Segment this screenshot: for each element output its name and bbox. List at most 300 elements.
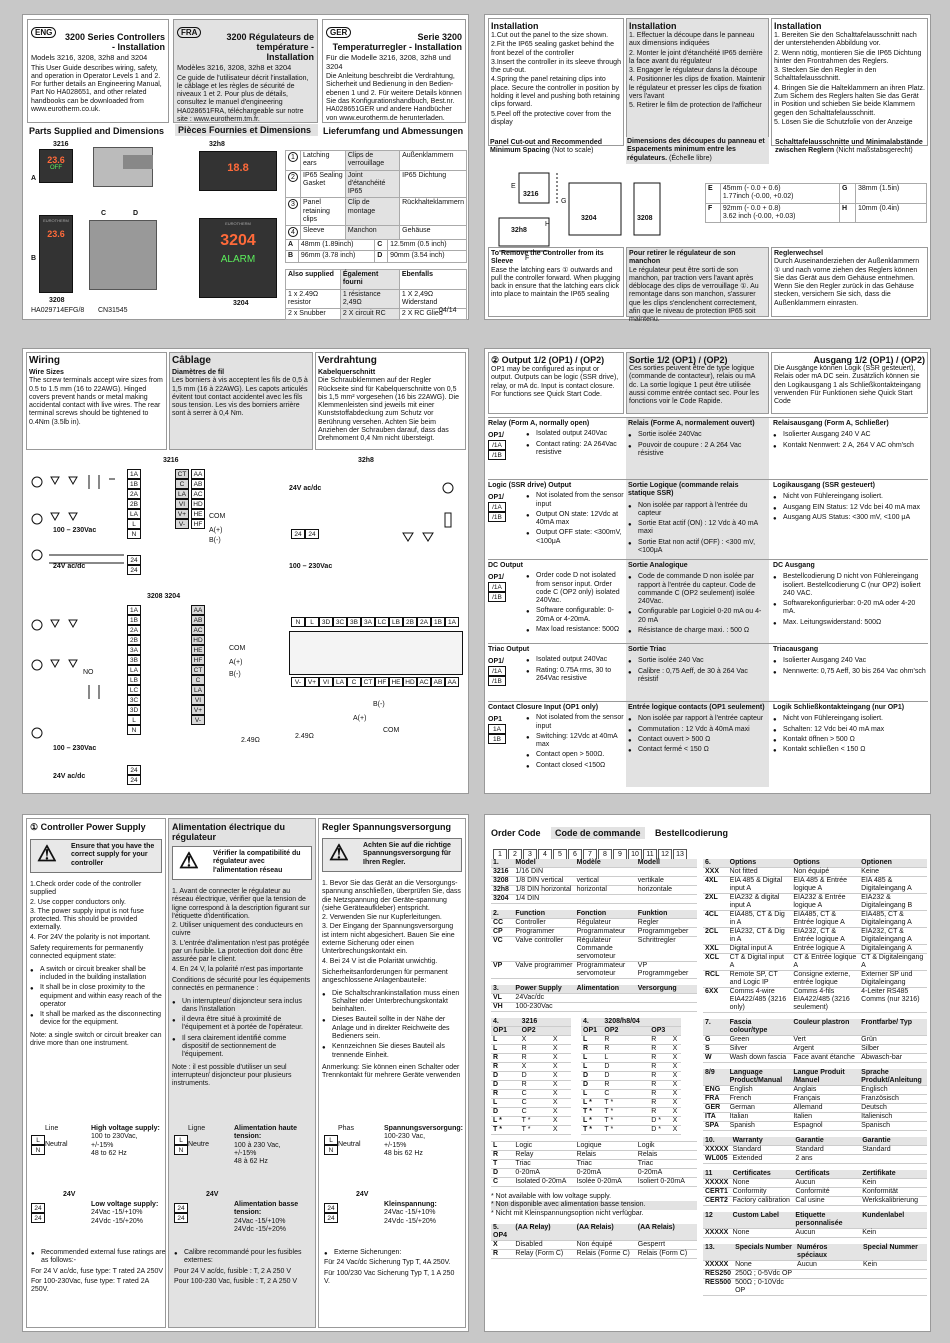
terminal: 3A [127, 645, 141, 655]
h8-label-res: 2.49Ω [295, 733, 314, 740]
order-cell: 6XX [703, 988, 728, 1013]
output-section-ger-bullets [773, 715, 928, 754]
order-cell: Programmer [513, 928, 574, 937]
cutout-ger-title-text: Schalttafelausschnitte und Minimalabstände zwischen Reglern [775, 139, 923, 155]
order-code-right-column [703, 859, 927, 1302]
order-table-warranty-row [703, 1146, 927, 1155]
order-table-output-types-row [491, 1151, 697, 1160]
output-section-fra-title: Sortie Triac [628, 646, 667, 653]
order-cell: Relais [636, 1151, 697, 1160]
terminal: LA [175, 489, 189, 499]
order-notes [491, 1193, 697, 1218]
terminal: 24 [291, 529, 305, 539]
hv-wires [324, 1125, 384, 1155]
remove-fra [626, 247, 769, 324]
order-code-box: 7 [583, 849, 597, 860]
order-table-outputs-3208-head [581, 1018, 681, 1027]
part-number: 2 [288, 172, 298, 182]
order-cell: EIA 485 & Entrée logique A [791, 877, 859, 894]
terminal: LB [389, 617, 403, 627]
terminal: 1B [127, 615, 141, 625]
power-bullet: ● il devra être situé à proximité de l'équipement et à portée de l'opérateur. [172, 1016, 312, 1033]
installation-step: 1. Bereiten Sie den Schalttafelausschnitt nach der unterstehenden Abbildung vor. [774, 32, 917, 48]
product-3216-front [39, 149, 73, 183]
supply-label-3216-hv: 100 – 230Vac [53, 527, 97, 534]
order-subhead-cell [671, 1027, 681, 1036]
power-eng-steps [30, 881, 162, 942]
wiring-3208-symbols [29, 605, 124, 745]
bullet: ● Nennwerte: 0,75 Aeff, 30 bis 264 Vac ohm'sch [773, 668, 928, 676]
installation-step: 2.Fit the IP65 sealing gasket behind the front bezel of the controller [491, 41, 614, 57]
order-cell: D [491, 1072, 520, 1081]
order-cell: XXXXX [703, 1229, 731, 1238]
order-head-cell: Custom Label [731, 1212, 794, 1229]
order-cell: Gesperrt [636, 1240, 697, 1249]
relay-symbol-2-icon [89, 685, 99, 699]
order-cell: L [581, 1036, 602, 1045]
order-table-outputs-3208-row [581, 1108, 681, 1117]
installation-step: 4.Spring the panel retaining clips into place. Secure the controller in position by holding it level and pushing both retaining clips forward. [491, 76, 620, 109]
also-cell: 2 X circuit RC [340, 309, 399, 320]
also-cell: 1 résistance 2,49Ω [340, 289, 399, 309]
output-terminals [488, 494, 524, 522]
order-cell [860, 1155, 927, 1164]
outputs-eng-intro [488, 352, 624, 414]
order-cell: Allemand [791, 1104, 859, 1113]
power-step: 3. Der Eingang der Spannungsversorgung ist intern nicht abgesichert. Bauen Sie eine externe Sicherung oder einen Unterbrechungskontakt ein. [322, 923, 455, 956]
order-table-options-row [703, 911, 927, 928]
intro-fra-title: 3200 Régulateurs de température - Installation [226, 32, 314, 62]
order-cell [795, 1279, 861, 1296]
wiring-label-3216: 3216 [163, 457, 179, 464]
product-3216-sleeve [123, 155, 153, 169]
outputs-eng-heading: ② Output 1/2 (OP1) / (OP2) [491, 355, 605, 365]
triac-symbol-icon [51, 477, 77, 484]
order-cell: R [649, 1036, 670, 1045]
lv-spec [91, 1201, 169, 1226]
order-cell: Silver [728, 1045, 792, 1054]
bullet: ● Kontakt öffnen > 500 Ω [773, 736, 928, 744]
output-section-ger [773, 482, 928, 524]
order-cell: Non équipé [575, 1240, 636, 1249]
page-order-code [484, 814, 931, 1332]
order-cell: R [649, 1108, 670, 1117]
order-cell: German [728, 1104, 792, 1113]
terminal: /1A [488, 502, 506, 512]
order-table-options [703, 859, 927, 1013]
terminal: 2A [127, 625, 141, 635]
lv-spec-value: 24Vdc -15/+20% [234, 1225, 286, 1233]
order-table-outputs-3208-row [581, 1117, 681, 1126]
triac-symbol-4-icon [51, 660, 77, 667]
terminal-strip-32h8-top [291, 617, 459, 627]
order-cell: X [491, 1240, 513, 1249]
power-bullet: ● It shall be in close proximity to the equipment and within easy reach of the operator [30, 984, 162, 1009]
order-cell [636, 994, 697, 1003]
terminal: 24 [127, 565, 141, 575]
order-cell: T * [602, 1099, 649, 1108]
terminal: HE [389, 677, 403, 687]
cutout-value-mm: 92mm (- 0.0 + 0.8) [722, 204, 781, 212]
parts-table [285, 150, 467, 240]
installation-step: 5.Peel off the protective cover from the display [491, 110, 612, 126]
triac-symbol-2-icon [51, 513, 77, 520]
order-cell [565, 1072, 571, 1081]
installation-step: 1.Cut out the panel to the size shown. [491, 32, 609, 39]
order-table-op4-row [491, 1240, 697, 1249]
order-head-cell: 10. [703, 1137, 731, 1146]
bullet: ● Contact rating: 2A 264Vac resistive [526, 441, 624, 458]
parts-en: IP65 Sealing Gasket [301, 170, 346, 198]
order-cell: R [649, 1081, 670, 1090]
order-cell: RES250 [705, 1270, 732, 1277]
bullet: ● Commutation : 12 Vdc à 40mA maxi [628, 726, 767, 734]
order-table-options-row [703, 971, 927, 988]
bullet: ● Order code D not isolated from sensor input. Order code C (OP2 only) isolated 240Vac. [526, 572, 624, 605]
terminal: HF [375, 677, 389, 687]
order-head-cell: Funktion [636, 910, 697, 919]
lv-spec-title: Low voltage supply: [91, 1201, 159, 1208]
wiring-label-32h8: 32h8 [358, 457, 374, 464]
order-subhead-cell: OP3 [649, 1027, 670, 1036]
installation-eng-heading: Installation [491, 21, 539, 31]
order-cell [575, 1003, 636, 1012]
wiring-eng [26, 352, 167, 450]
order-code-box: 1 [493, 849, 507, 860]
callout-3-icon [32, 514, 42, 524]
output-section-eng-bullets [526, 430, 624, 457]
order-cell: Französisch [859, 1095, 927, 1104]
fuse-rating: Pour 100-230 Vac, fusible : T, 2 A 250 V [174, 1277, 298, 1285]
hv-spec-value: 48 bis 62 Hz [384, 1149, 423, 1157]
terminal: LA [191, 685, 205, 695]
page-wiring [22, 348, 469, 794]
outputs-eng-intro-text: OP1 may be configured as input or output. Outputs can be logic (SSR drive), relay, or mA dc. Input is contact closure. For functions see Quick Start Code. [491, 366, 619, 398]
output-section-eng [488, 420, 624, 459]
order-cell: Relais [575, 1151, 636, 1160]
order-table-function-row [491, 919, 697, 928]
product-32h8-front [199, 151, 277, 191]
order-table-language-head [703, 1069, 927, 1086]
terminal: AC [191, 625, 205, 635]
order-table-function-row [491, 962, 697, 979]
parts-en: Sleeve [301, 226, 346, 239]
order-cell: Standard [860, 1146, 927, 1155]
order-cell: XXL [703, 945, 728, 954]
cutout-eng-title-text: Panel Cut-out and Recommended Minimum Spacing [490, 139, 603, 155]
output-terminal-label: OP1/ [488, 574, 504, 581]
order-cell: Schrittregler [636, 937, 697, 962]
lv-terminals [324, 1203, 338, 1223]
terminal: L [305, 617, 319, 627]
output-section-fra [626, 644, 769, 701]
installation-step: 2. Monter le joint d'étanchéité IP65 derrière la face avant du régulateur [629, 49, 763, 65]
order-cell: Conformity [731, 1188, 794, 1197]
order-cell: X [671, 1081, 681, 1090]
output-section-fra-bullets [628, 431, 767, 458]
order-head-cell: 2. [491, 910, 513, 919]
order-cell: Cal usine [793, 1197, 860, 1206]
order-table-op4-head [491, 1224, 697, 1241]
intro-fra-models: Modèles 3216, 3208, 32h8 et 3204 [177, 63, 292, 72]
order-head-cell: Sprache Produkt/Anleitung [859, 1069, 927, 1086]
order-table-outputs-3208-row [581, 1036, 681, 1045]
power-ger-steps [322, 880, 462, 966]
order-head-cell: Etiquette personnalisée [793, 1212, 860, 1229]
order-cell: 2 ans [793, 1155, 860, 1164]
terminal: 24 [31, 1213, 45, 1223]
order-cell [795, 1270, 861, 1279]
order-cell: L [491, 1142, 513, 1151]
cutout-label-g: G [561, 198, 567, 205]
order-cell: 250Ω ; 0-5Vdc OP [733, 1270, 795, 1279]
order-cell: X [551, 1063, 565, 1072]
order-head-cell: 1. [491, 859, 513, 868]
power-eng-warning [30, 839, 162, 873]
output-section-fra-bullets [628, 715, 767, 754]
order-cell: Spanish [728, 1122, 792, 1131]
terminal: 1A [127, 469, 141, 479]
intro-ger-title-b: Temperaturregler - Installation [332, 42, 462, 52]
order-cell [861, 1270, 927, 1279]
terminal: LB [127, 675, 141, 685]
order-cell: CC [491, 919, 513, 928]
power-eng-warning-text: Ensure that you have the correct supply for your controller [71, 843, 155, 867]
power-ger-note: Anmerkung: Sie können einen Schalter oder Trennkontakt für mehrere Geräte verwenden [322, 1063, 461, 1080]
order-cell: SPA [703, 1122, 728, 1131]
order-cell: D [520, 1072, 551, 1081]
hv-neutral-label: Neutral [338, 1141, 361, 1149]
order-head-cell: Power Supply [513, 985, 574, 994]
terminal: 1A [488, 724, 506, 734]
order-table-specials-head [703, 1244, 927, 1261]
order-code-box: 11 [643, 849, 657, 860]
order-cell: D [581, 1072, 602, 1081]
terminal: AB [431, 677, 445, 687]
bullet: ● Schalten: 12 Vdc bei 40 mA max [773, 726, 928, 734]
order-table-options-row [703, 945, 927, 954]
order-table-outputs-3216-row [491, 1063, 571, 1072]
power-step: 1. Avant de connecter le régulateur au réseau électrique, vérifier que la tension de ligne correspond à la description figurant sur l'étiquette d'identification. [172, 888, 310, 920]
order-cell [565, 1054, 571, 1063]
terminal: /1B [488, 450, 506, 460]
also-head-cell: Also supplied [286, 270, 341, 290]
order-cell [565, 1063, 571, 1072]
order-cell: VH [491, 1003, 513, 1012]
order-head-cell: Versorgung [636, 985, 697, 994]
terminal: VI [175, 499, 189, 509]
cutout-3204 [569, 183, 621, 235]
installation-fra [626, 18, 769, 146]
dim-value: 96mm (3.78 inch) [298, 251, 374, 262]
terminal: L [127, 519, 141, 529]
order-cell [636, 1003, 697, 1012]
h8-supply-24v: 24V ac/dc [289, 485, 322, 492]
bullet: ● Kontakt Nennwert: 2 A, 264 V AC ohm'sch [773, 442, 928, 450]
parts-num [286, 226, 301, 239]
order-table-outputs-3208 [581, 1018, 681, 1135]
order-cell: Wash down fascia [728, 1054, 792, 1063]
parts-fr: Clips de verrouillage [345, 151, 399, 171]
output-section-eng [488, 704, 624, 772]
order-table-outputs-3216-row [491, 1054, 571, 1063]
power-step: 1.Check order code of the controller supplied [30, 881, 142, 897]
parts-heading-eng: Parts Supplied and Dimensions [29, 126, 165, 136]
order-head-cell: Special Nummer [861, 1244, 927, 1261]
order-cell: X [551, 1090, 565, 1099]
order-cell: 0-20mA [575, 1169, 636, 1178]
order-cell: French [728, 1095, 792, 1104]
cutout-diagram [489, 163, 679, 253]
page-intro [22, 14, 469, 320]
order-table-outputs-wrap [491, 1018, 697, 1141]
callout-1b-icon [32, 728, 42, 738]
terminal: LA [127, 509, 141, 519]
order-cell: Keine [859, 868, 927, 877]
power-step: 3. The power supply input is not fuse protected. This should be provided externally. [30, 907, 144, 932]
power-fra-warning [172, 846, 312, 880]
order-cell: D [491, 1169, 513, 1178]
order-code-box: 9 [613, 849, 627, 860]
order-cell: R [649, 1045, 670, 1054]
parts-de: Außenklammern [400, 151, 467, 171]
product-3208-front [39, 215, 73, 293]
order-cell: 2CL [703, 928, 728, 945]
wiring-ger-heading: Verdrahtung [318, 355, 377, 366]
output-section-fra-bullets [628, 657, 767, 684]
order-cell: S [703, 1045, 728, 1054]
display-3208-pv: 23.6 [47, 229, 65, 239]
bullet: ● Sortie isolée 240Vac [628, 431, 767, 439]
order-cell: CT & Digital input A [728, 954, 792, 971]
terminal: CT [175, 469, 189, 479]
order-cell: 1/8 DIN horizontal [513, 886, 574, 895]
hv-spec-value: 100-230 Vac, [384, 1133, 426, 1141]
terminal: AC [191, 489, 205, 499]
terminal-strip-3216-left [127, 469, 141, 539]
parts-num [286, 151, 301, 171]
order-table-output-types-row [491, 1160, 697, 1169]
order-cell: EIA232 & digital input A [728, 894, 792, 911]
order-table-function-row [491, 937, 697, 962]
order-head-cell: (AA Relais) [636, 1224, 697, 1241]
order-cell: Konformität [860, 1188, 927, 1197]
output-section-eng [488, 646, 624, 685]
wiring-eng-heading: Wiring [29, 355, 61, 366]
terminal: LA [127, 665, 141, 675]
order-table-options-row [703, 868, 927, 877]
bullet: ● Code de commande D non isolée par rapport à l'entrée du capteur. Code de commande C (OP2 seulement) isolée 240Vac. [628, 573, 767, 606]
order-head-cell [551, 1018, 565, 1027]
order-subhead-cell: OP1 [581, 1027, 602, 1036]
order-cell: Conformité [793, 1188, 860, 1197]
remove-fra-body: Le régulateur peut être sorti de son manchon, par traction vers l'avant après déblocage des clips de verrouillage ①. Au remontage dans son manchon, s'assurer que les clips s'enclenchent correctement, afin que le niveau de protection IP65 soit maintenu. [629, 266, 759, 324]
order-code-box: 2 [508, 849, 522, 860]
lv-diagram-fra [172, 1191, 312, 1241]
parts-row [286, 151, 467, 171]
order-head-cell: Fonction [575, 910, 636, 919]
intro-eng-models: Models 3216, 3208, 32h8 and 3204 [31, 53, 148, 62]
terminal: VI [191, 695, 205, 705]
power-bullet: ● Kennzeichnen Sie dieses Bauteil als trennende Einheit. [322, 1043, 462, 1060]
terminal-strip-3216-mid [175, 469, 189, 529]
order-code-box: 12 [658, 849, 672, 860]
order-head-cell: Language Product/Manual [728, 1069, 792, 1086]
power-bullet: ● Die Schaltschrankinstallation muss einen Schalter oder Unterbrechungskontakt beinhalten. [322, 990, 462, 1015]
order-cell: EIA 485 & Digitaleingang A [859, 877, 927, 894]
order-cell: X [671, 1126, 681, 1135]
order-cell: D [491, 1108, 520, 1117]
label-aplus-3208: A(+) [229, 659, 243, 666]
supply-label-3208-lv: 24V ac/dc [53, 773, 86, 780]
order-cell: C [520, 1108, 551, 1117]
order-table-language-row [703, 1104, 927, 1113]
bullet: ● Not isolated from the sensor input [526, 714, 624, 731]
order-head-cell: Certificates [731, 1170, 794, 1179]
order-cell: Factory calibration [731, 1197, 794, 1206]
bullet: ● Calibre : 0,75 Aeff, de 30 à 264 Vac résistif [628, 668, 767, 685]
power-step: 4. En 24 V, la polarité n'est pas importante [172, 965, 304, 973]
order-cell: X [671, 1045, 681, 1054]
hv-spec-value: 100 to 230Vac, [91, 1133, 138, 1141]
hv-spec-value: 100 à 230 Vac, [234, 1141, 281, 1149]
order-code-heading [491, 823, 728, 841]
order-cell: Grün [859, 1036, 927, 1045]
order-head-cell: 8/9 [703, 1069, 728, 1086]
installation-ger-steps [774, 32, 925, 127]
order-cell: X [671, 1054, 681, 1063]
output-section [488, 643, 928, 701]
order-cell [565, 1126, 571, 1135]
label-3216: 3216 [53, 141, 69, 148]
order-table-certificates-row [703, 1188, 927, 1197]
hv-neutral-label: Neutral [45, 1141, 68, 1149]
order-cell: 3216 [491, 868, 513, 877]
lv-terminals [174, 1203, 188, 1223]
order-cell: Valve controller [513, 937, 574, 962]
bullet: ● Contact ouvert > 500 Ω [628, 736, 767, 744]
part-number: 4 [288, 227, 298, 237]
order-cell: Argent [791, 1045, 859, 1054]
label-com-3208: COM [229, 645, 246, 652]
order-table-specials-row [703, 1279, 927, 1296]
display-3204-pv: 3204 [220, 232, 256, 249]
order-head-cell: Fascia colour/type [728, 1019, 792, 1036]
cutout-fra-title [626, 137, 769, 164]
terminal: 2A [127, 489, 141, 499]
order-table-outputs-3216-row [491, 1045, 571, 1054]
bullet: ● Softwarekonfigurierbar: 0-20 mA oder 4-20 mA. [773, 600, 928, 617]
order-cell: R [602, 1081, 649, 1090]
cutout-key: G [839, 184, 855, 204]
order-cell: EIA 485 & Digital input A [728, 877, 792, 894]
order-table-outputs-3208-row [581, 1081, 681, 1090]
terminal-strip-3208-left [127, 605, 141, 735]
order-head-cell [671, 1018, 681, 1027]
terminal-strip-3216-24v [127, 555, 141, 575]
terminal: HE [191, 645, 205, 655]
order-cell: VL [491, 994, 513, 1003]
order-cell: 4XL [703, 877, 728, 894]
output-section [488, 559, 928, 643]
order-cell: Régulateur [575, 919, 636, 928]
terminal: AA [191, 605, 205, 615]
wiring-fra-heading: Câblage [172, 355, 211, 366]
order-cell: Programmateur [575, 928, 636, 937]
output-section-eng [488, 482, 624, 548]
output-section [488, 417, 928, 479]
order-cell: Extended [731, 1155, 794, 1164]
